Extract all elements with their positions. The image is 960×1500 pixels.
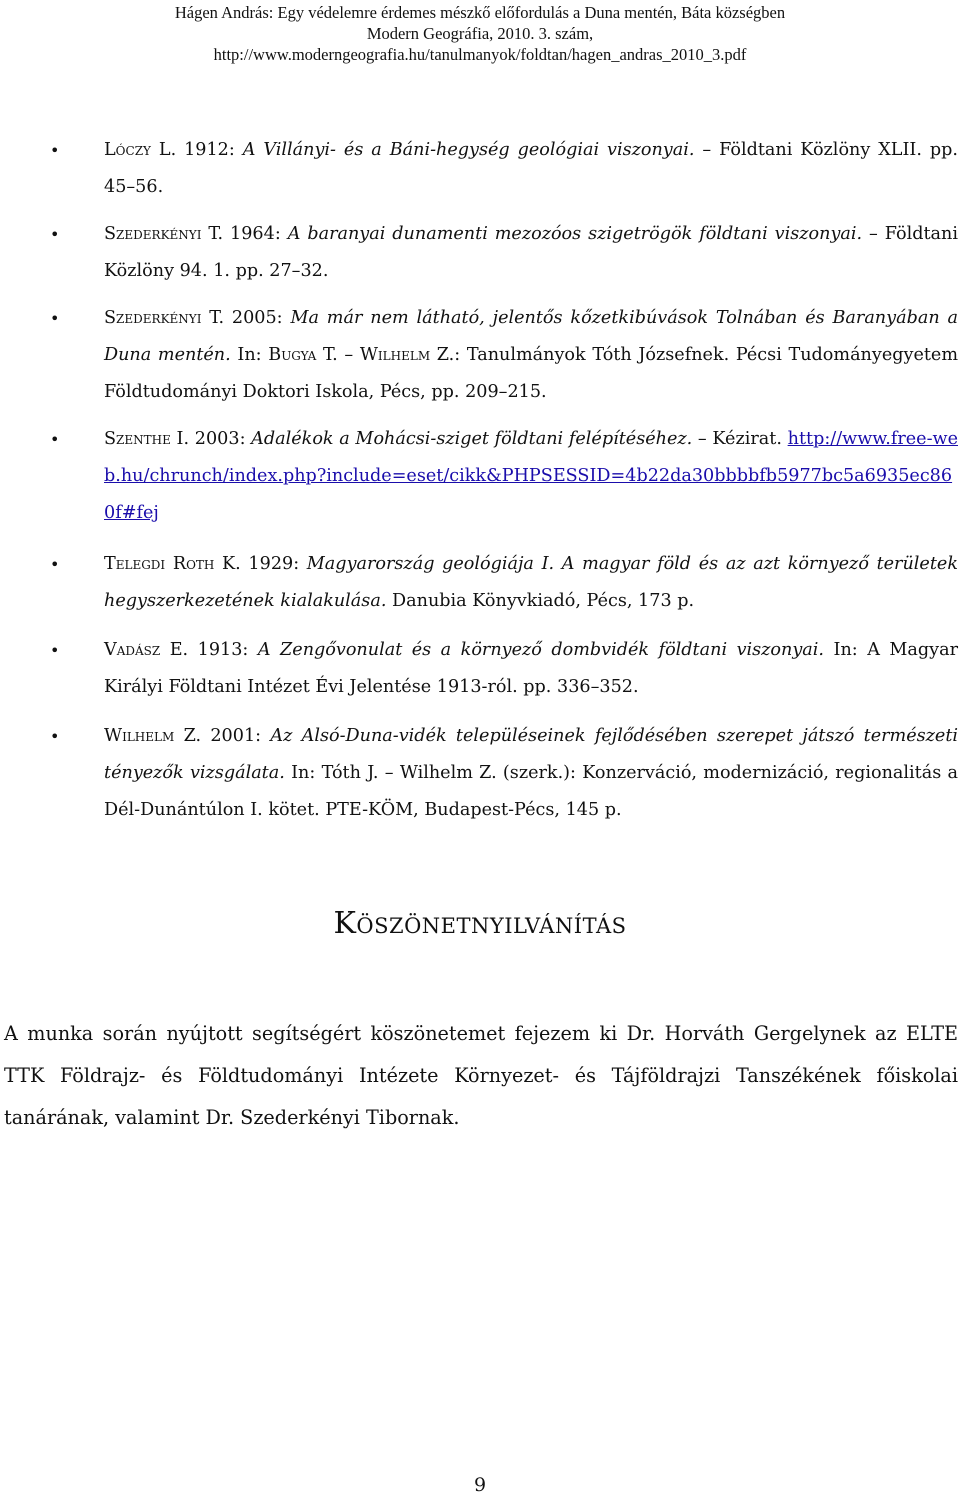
reference-item [0,421,958,532]
reference-author: Szederkényi T. [104,308,225,328]
reference-year: 2005: [224,308,291,328]
bullet-icon: • [50,309,60,328]
reference-year: 2003: [189,429,252,449]
reference-source: – Kézirat. [692,429,788,449]
running-header [0,2,960,65]
reference-list [0,132,960,848]
reference-source: In: A Magyar Királyi Földtani Intézet Évi Jelentése 1913-ról. pp. 336–352. [104,640,959,697]
reference-dash: – [337,345,360,365]
reference-item [0,718,958,829]
bullet-icon: • [50,641,60,660]
reference-title: Magyarország geológiája I. A magyar föld és az azt környező területek hegyszerkezetének kialakulása. [104,554,958,611]
reference-editor: Bugya T. [268,345,338,365]
reference-author: Wilhelm Z. [104,726,202,746]
reference-link[interactable]: http://www.free-web.hu/chrunch/index.php?include=eset/cikk&PHPSESSID=4b22da30bbbbfb5977bc5a6935ec860f#fej [104,429,958,523]
reference-year: 1929: [240,554,307,574]
acknowledgement-paragraph: A munka során nyújtott segítségért köszönetemet fejezem ki Dr. Horváth Gergelynek az ELTE TTK Földrajz- és Földtudományi Intézete Környezet- és Tájföldrajzi Tanszékének főiskolai tanárának, valamint Dr. Szederkényi Tibornak. [4,1022,958,1129]
reference-source: – Földtani Közlöny XLII. pp. 45–56. [104,140,958,197]
reference-year: 2001: [201,726,271,746]
section-heading-text: Köszönetnyilvánítás [333,906,627,941]
reference-author: Lóczy L. [104,140,177,160]
reference-item [0,216,958,290]
reference-title: A Villányi- és a Báni-hegység geológiai viszonyai. [242,140,695,160]
reference-item [0,300,958,411]
reference-source: In: Tóth J. – Wilhelm Z. (szerk.): Konzerváció, modernizáció, regionalitás a Dél-Dunántúlon I. kötet. PTE-KÖM, Budapest-Pécs, 145 p. [104,763,958,820]
reference-item [0,632,958,706]
reference-source: – Földtani Közlöny 94. 1. pp. 27–32. [104,224,958,281]
reference-source: Danubia Könyvkiadó, Pécs, 173 p. [386,591,695,611]
page-number: 9 [473,1474,487,1496]
reference-author: Telegdi Roth K. [104,554,241,574]
bullet-icon: • [50,727,60,746]
reference-title: Az Alsó-Duna-vidék településeinek fejlődésében szerepet játszó természeti tényezők vizsgálata. [104,726,959,783]
reference-title: A Zengővonulat és a környező dombvidék földtani viszonyai. [257,640,825,660]
reference-author: Vadász E. [104,640,189,660]
reference-year: 1912: [176,140,243,160]
bullet-icon: • [50,430,60,449]
reference-title: A baranyai dunamenti mezozóos szigetrögök földtani viszonyai. [287,224,863,244]
reference-title: Ma már nem látható, jelentős kőzetkibúvások Tolnában és Baranyában a Duna mentén. [104,308,958,365]
reference-in: In: [230,345,269,365]
header-journal-issue: Modern Geográfia, 2010. 3. szám, [366,24,594,43]
bullet-icon: • [50,555,60,574]
reference-year: 1964: [223,224,288,244]
bullet-icon: • [50,141,60,160]
header-article-url: http://www.moderngeografia.hu/tanulmanyok/foldtan/hagen_andras_2010_3.pdf [213,45,747,64]
section-heading [0,906,960,941]
reference-author: Szederkényi T. [104,224,224,244]
reference-source: : Tanulmányok Tóth Józsefnek. Pécsi Tudományegyetem Földtudományi Doktori Iskola, Pécs, pp. 209–215. [104,345,959,402]
reference-year: 1913: [188,640,258,660]
bullet-icon: • [50,225,60,244]
reference-author: Szenthe I. [104,429,190,449]
reference-item [0,546,958,620]
header-article-title: Hágen András: Egy védelemre érdemes mészkő előfordulás a Duna mentén, Báta községben [174,3,786,22]
reference-title: Adalékok a Mohácsi-sziget földtani felépítéséhez. [251,429,693,449]
reference-item [0,132,958,206]
reference-editor: Wilhelm Z. [359,345,455,365]
